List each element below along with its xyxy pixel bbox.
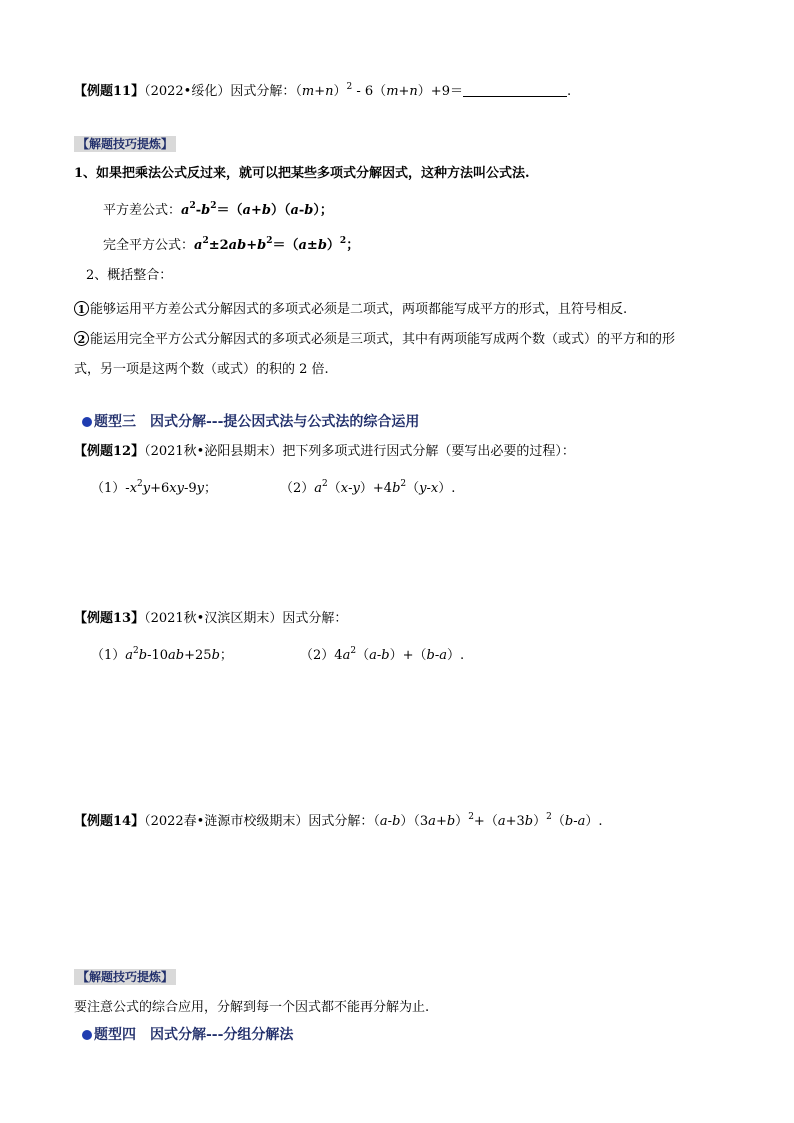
answer-blank[interactable] (463, 84, 567, 97)
example-13: 【例题13】（2021秋•汉滨区期末）因式分解： (74, 611, 348, 626)
square-difference-formula: 平方差公式：$a^2-b^2=(a+b)(a-b)$； (103, 201, 333, 218)
example-14: 【例题14】（2022春•涟源市校级期末）因式分解：$(a-b)(3a+b)^2+(a+3b)^2(b-a)$. (74, 812, 603, 829)
example-11-source: （2022•绥化） (144, 84, 231, 99)
example-13-question-2: $(2)4a^2(a-b)+(b-a)$. (300, 646, 465, 663)
example-12-question-1: $(1)-x^2y+6xy-9y$； (91, 479, 218, 496)
summary-point-1: 1 能够运用平方差公式分解因式的多项式必须是二项式，两项都能写成平方的形式，且符号相反. (74, 301, 627, 318)
example-12-label: 【例题12】 (74, 444, 145, 459)
example-11-expression: $(m+n)^2 - 6(m+n)+9=$ (295, 82, 463, 99)
tips-2-line-1: 要注意公式的综合应用，分解到每一个因式都不能再分解为止. (74, 1000, 430, 1015)
summary-title: 2、概括整合： (86, 268, 173, 283)
bullet-dot-icon (82, 417, 92, 427)
example-11-label: 【例题11】 (74, 84, 145, 99)
tips-tag-1: 【解题技巧提炼】 (74, 136, 176, 152)
bullet-dot-icon (82, 1030, 92, 1040)
example-14-label: 【例题14】 (74, 814, 145, 829)
circled-number-1: 1 (74, 301, 89, 316)
section-type-4-heading: 题型四 因式分解---分组分解法 (82, 1027, 293, 1043)
summary-point-2: 2 能运用完全平方公式分解因式的多项式必须是三项式，其中有两项能写成两个数（或式）的平方和的形 (74, 331, 675, 348)
summary-point-2-cont: 式，另一项是这两个数（或式）的积的 2 倍. (74, 362, 329, 377)
example-11: 【例题11】（2022•绥化）因式分解：$(m+n)^2 - 6(m+n)+9=$ . (74, 82, 572, 99)
section-type-3-heading: 题型三 因式分解---提公因式法与公式法的综合运用 (82, 414, 419, 430)
circled-number-2: 2 (74, 331, 89, 346)
example-12-question-2: $(2)a^2(x-y)+4b^2(y-x)$. (280, 479, 456, 496)
example-13-question-1: $(1)a^2b-10ab+25b$； (91, 646, 233, 663)
example-11-text: 因式分解： (230, 84, 296, 99)
complete-square-formula: 完全平方公式：$a^2\pm 2ab+b^2=(a\pm b)^2$； (103, 236, 360, 253)
example-12: 【例题12】（2021秋•泌阳县期末）把下列多项式进行因式分解（要写出必要的过程）： (74, 444, 575, 459)
tips-line-1: 1、如果把乘法公式反过来，就可以把某些多项式分解因式，这种方法叫公式法. (74, 166, 530, 181)
tips-tag-2: 【解题技巧提炼】 (74, 969, 176, 985)
example-14-expression: $(a-b)(3a+b)^2+(a+3b)^2(b-a)$. (373, 812, 603, 829)
example-13-label: 【例题13】 (74, 611, 145, 626)
